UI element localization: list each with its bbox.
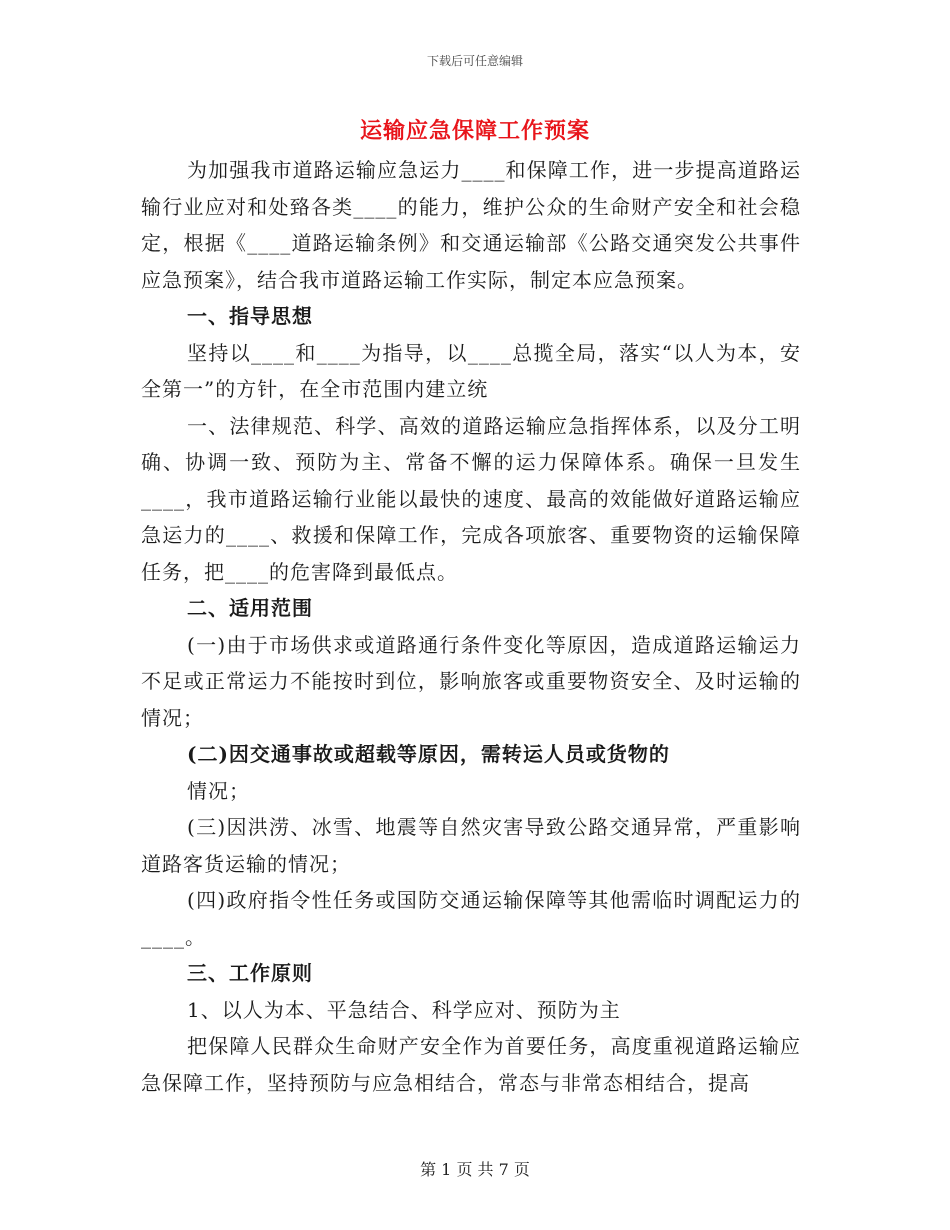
scope-item-3: (三)因洪涝、冰雪、地震等自然灾害导致公路交通异常，严重影响道路客货运输的情况； — [141, 815, 801, 876]
section-heading-guiding-thought: 一、指导思想 — [187, 304, 313, 328]
scope-item-4: (四)政府指令性任务或国防交通运输保障等其他需临时调配运力的____。 — [141, 888, 801, 949]
section-heading-principles: 三、工作原则 — [187, 961, 313, 985]
intro-paragraph: 为加强我市道路运输应急运力____和保障工作，进一步提高道路运输行业应对和处臵各类____的能力，维护公众的生命财产安全和社会稳定，根据《____道路运输条例》和交通运输部《公路交通突发公共事件应急预案》，结合我市道路运输工作实际，制定本应急预案。 — [141, 158, 801, 292]
principle-1-paragraph: 把保障人民群众生命财产安全作为首要任务，高度重视道路运输应急保障工作，坚持预防与应急相结合，常态与非常态相结合，提高 — [141, 1034, 801, 1095]
section-heading-scope: 二、适用范围 — [187, 596, 313, 620]
guiding-thought-paragraph: 坚持以____和____为指导，以____总揽全局，落实“以人为本，安全第一”的方针，在全市范围内建立统 — [141, 340, 801, 401]
page-number: 第 1 页 共 7 页 — [420, 1160, 530, 1179]
guiding-thought-continuation: 一、法律规范、科学、高效的道路运输应急指挥体系，以及分工明确、协调一致、预防为主、常备不懈的运力保障体系。确保一旦发生____，我市道路运输行业能以最快的速度、最高的效能做好道路运输应急运力的____、救援和保障工作，完成各项旅客、重要物资的运输保障任务，把____的危害降到最低点。 — [141, 413, 801, 584]
document-body — [141, 152, 801, 1101]
document-title: 运输应急保障工作预案 — [359, 118, 590, 144]
page-header-note: 下载后可任意编辑 — [426, 54, 523, 68]
scope-item-2-continuation: 情况； — [187, 778, 250, 803]
principle-1-title: 1、以人为本、平急结合、科学应对、预防为主 — [187, 997, 621, 1022]
scope-item-1: (一)由于市场供求或道路通行条件变化等原因，造成道路运输运力不足或正常运力不能按时到位，影响旅客或重要物资安全、及时运输的情况； — [141, 632, 801, 730]
scope-item-2: (二)因交通事故或超载等原因，需转运人员或货物的 — [187, 742, 670, 766]
